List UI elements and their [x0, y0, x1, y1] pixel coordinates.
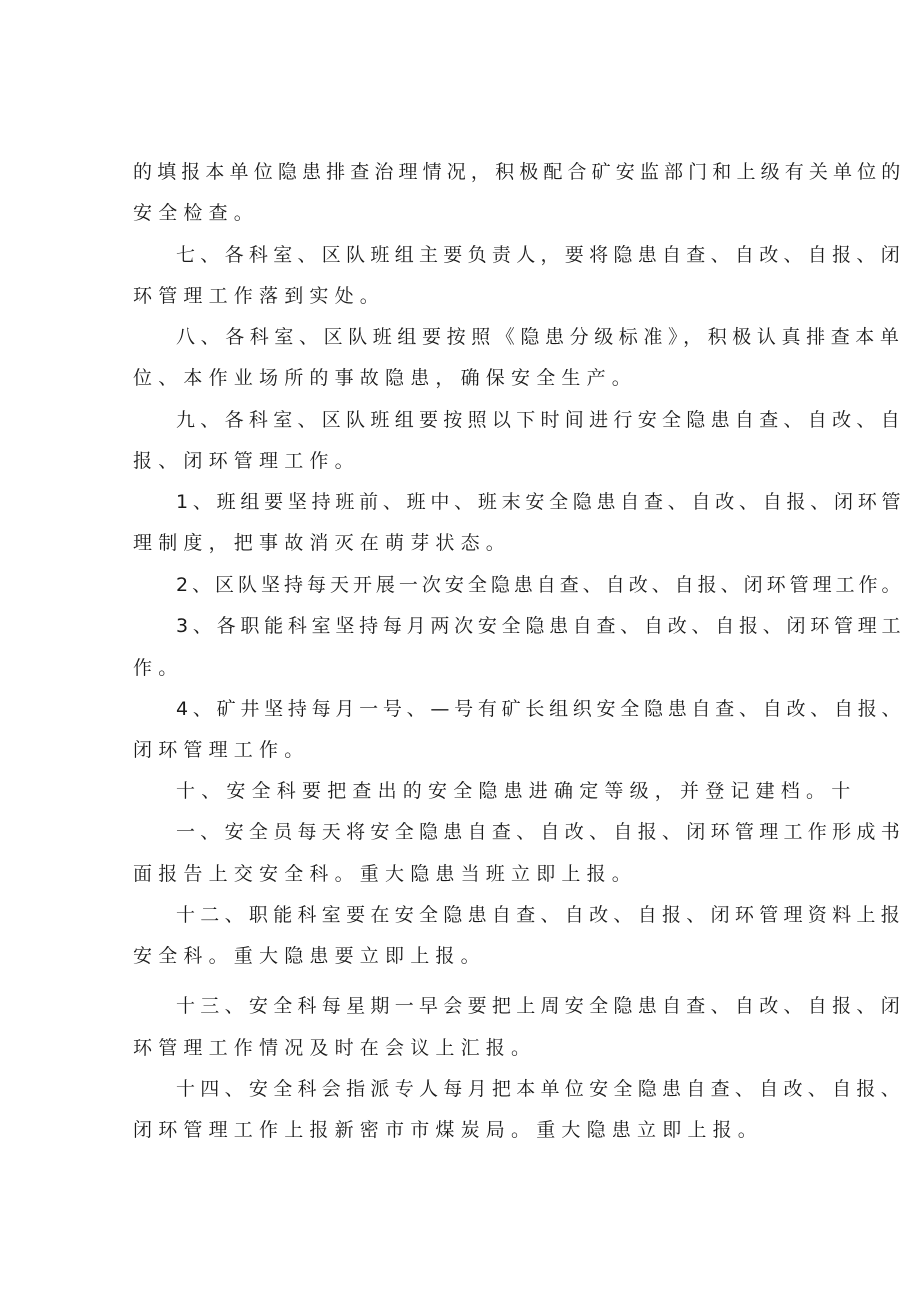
text-line: 3、各职能科室坚持每月两次安全隐患自查、自改、自报、闭环管理工	[176, 615, 906, 637]
text-line: 2、区队坚持每天开展一次安全隐患自查、自改、自报、闭环管理工作。	[176, 574, 905, 596]
text-line: 七、各科室、区队班组主要负责人，要将隐患自查、自改、自报、闭	[176, 244, 906, 266]
text-line: 作。	[133, 657, 184, 679]
text-line: 的填报本单位隐患排查治理情况，积极配合矿安监部门和上级有关单位的	[133, 161, 906, 183]
text-line: 报、闭环管理工作。	[133, 450, 360, 472]
text-line: 4、矿井坚持每月一号、—号有矿长组织安全隐患自查、自改、自报、	[176, 698, 906, 720]
text-line: 安全科。重大隐患要立即上报。	[133, 945, 486, 967]
text-line: 1、班组要坚持班前、班中、班末安全隐患自查、自改、自报、闭环管	[176, 491, 906, 513]
text-line: 环管理工作落到实处。	[133, 285, 386, 307]
text-line: 十三、安全科每星期一早会要把上周安全隐患自查、自改、自报、闭	[176, 995, 906, 1017]
text-line: 九、各科室、区队班组要按照以下时间进行安全隐患自查、自改、自	[176, 409, 906, 431]
text-line: 面报告上交安全科。重大隐患当班立即上报。	[133, 863, 638, 885]
text-line: 十四、安全科会指派专人每月把本单位安全隐患自查、自改、自报、	[176, 1078, 906, 1100]
text-line: 十二、职能科室要在安全隐患自查、自改、自报、闭环管理资料上报	[176, 904, 906, 926]
text-line: 闭环管理工作。	[133, 739, 310, 761]
text-line: 环管理工作情况及时在会议上汇报。	[133, 1037, 537, 1059]
text-line: 理制度，把事故消灭在萌芽状态。	[133, 532, 512, 554]
text-line: 闭环管理工作上报新密市市煤炭局。重大隐患立即上报。	[133, 1119, 764, 1141]
text-line: 安全检查。	[133, 202, 260, 224]
text-line: 一、安全员每天将安全隐患自查、自改、自报、闭环管理工作形成书	[176, 821, 906, 843]
text-line: 位、本作业场所的事故隐患，确保安全生产。	[133, 367, 638, 389]
text-line: 十、安全科要把查出的安全隐患进确定等级，并登记建档。十	[176, 780, 857, 802]
text-line: 八、各科室、区队班组要按照《隐患分级标准》，积极认真排查本单	[176, 326, 905, 348]
